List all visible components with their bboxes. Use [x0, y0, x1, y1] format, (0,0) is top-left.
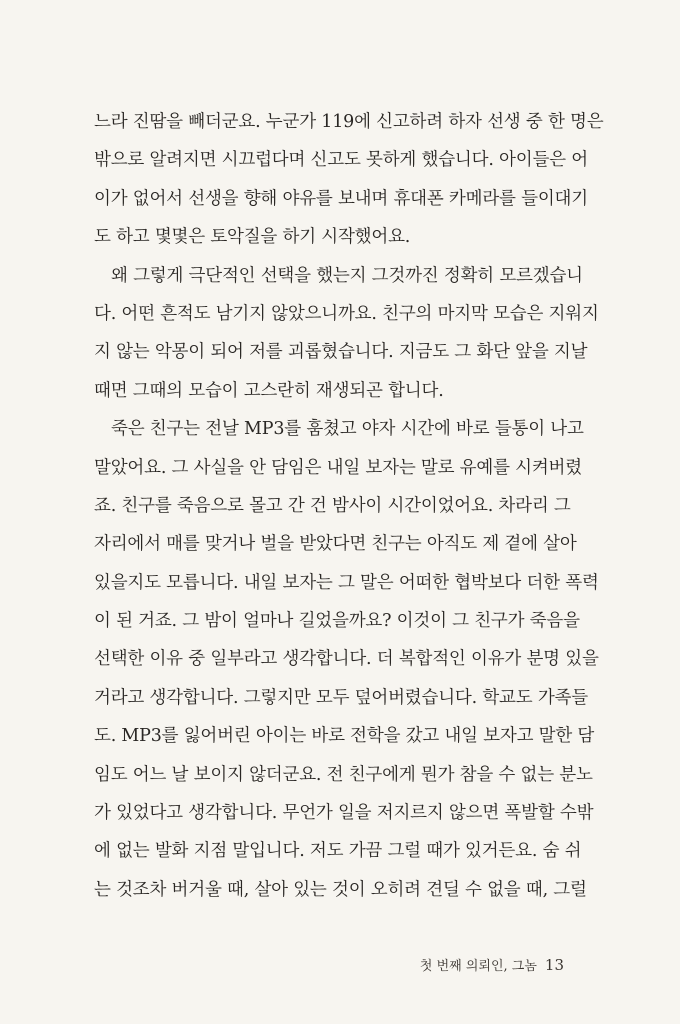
text-line: 이가 없어서 선생을 향해 야유를 보내며 휴대폰 카메라를 들이대기 — [94, 188, 588, 209]
text-line: 말았어요. 그 사실을 안 담임은 내일 보자는 말로 유예를 시켜버렸 — [94, 457, 582, 478]
text-line: 거라고 생각합니다. 그렇지만 모두 덮어버렸습니다. 학교도 가족들 — [94, 687, 588, 708]
body-text — [94, 103, 604, 909]
text-line: 지 않는 악몽이 되어 저를 괴롭혔습니다. 지금도 그 화단 앞을 지날 — [94, 342, 588, 363]
text-line: 때면 그때의 모습이 고스란히 재생되곤 합니다. — [94, 380, 444, 401]
text-line: 자리에서 매를 맞거나 벌을 받았다면 친구는 아직도 제 곁에 살아 — [94, 534, 577, 555]
text-line: 왜 그렇게 극단적인 선택을 했는지 그것까진 정확히 모르겠습니 — [111, 265, 583, 286]
text-line: 도 하고 몇몇은 토악질을 하기 시작했어요. — [94, 227, 411, 248]
running-title: 첫 번째 의뢰인, 그놈 — [419, 959, 537, 974]
text-line: 도. MP3를 잃어버린 아이는 바로 전학을 갔고 내일 보자고 말한 담 — [94, 726, 595, 747]
text-line: 밖으로 알려지면 시끄럽다며 신고도 못하게 했습니다. 아이들은 어 — [94, 150, 588, 171]
text-line: 느라 진땀을 빼더군요. 누군가 119에 신고하려 하자 선생 중 한 명은 — [94, 112, 604, 132]
text-line: 다. 어떤 흔적도 남기지 않았으니까요. 친구의 마지막 모습은 지워지 — [94, 303, 599, 324]
text-line: 가 있었다고 생각합니다. 무언가 일을 저지르지 않으면 폭발할 수밖 — [94, 803, 594, 824]
text-line: 에 없는 발화 지점 말입니다. 저도 가끔 그럴 때가 있거든요. 숨 쉬 — [94, 841, 582, 862]
text-line: 죽은 친구는 전날 MP3를 훔쳤고 야자 시간에 바로 들통이 나고 — [111, 419, 584, 440]
page-footer — [420, 955, 564, 974]
text-line: 죠. 친구를 죽음으로 몰고 간 건 밤사이 시간이었어요. 차라리 그 — [94, 495, 571, 516]
text-line: 는 것조차 버거울 때, 살아 있는 것이 오히려 견딜 수 없을 때, 그럴 — [94, 879, 587, 900]
page-number: 13 — [544, 956, 564, 974]
text-line: 임도 어느 날 보이지 않더군요. 전 친구에게 뭔가 참을 수 없는 분노 — [94, 764, 593, 785]
text-line: 이 된 거죠. 그 밤이 얼마나 길었을까요? 이것이 그 친구가 죽음을 — [94, 611, 580, 632]
text-line: 있을지도 모릅니다. 내일 보자는 그 말은 어떠한 협박보다 더한 폭력 — [94, 572, 599, 593]
text-line: 선택한 이유 중 일부라고 생각합니다. 더 복합적인 이유가 분명 있을 — [94, 649, 599, 670]
